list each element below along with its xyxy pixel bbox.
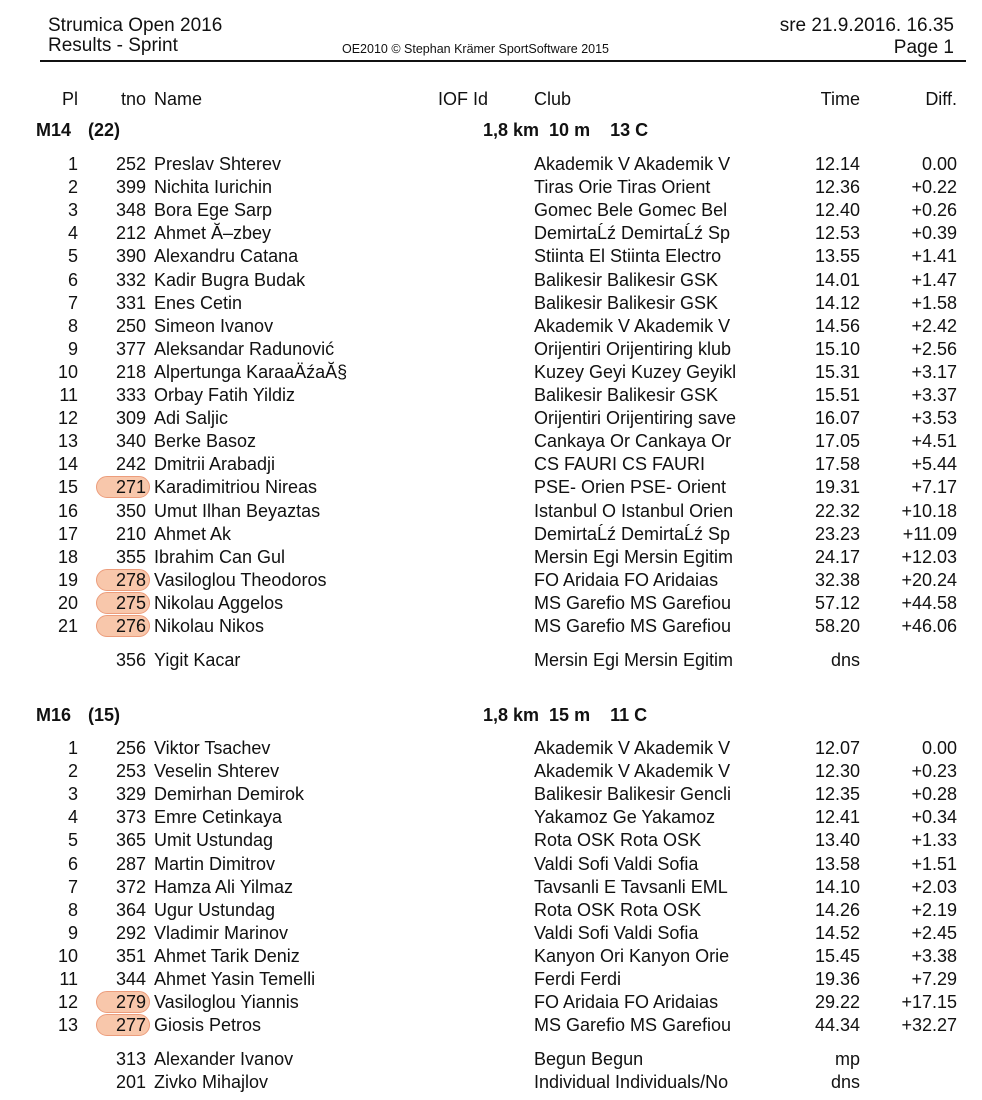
result-row: [0, 899, 982, 922]
place: 6: [67, 853, 78, 874]
result-row: [0, 153, 982, 176]
header-rule: [40, 60, 966, 62]
time-diff: +2.45: [911, 922, 957, 943]
bib-number: 275: [115, 592, 146, 613]
runner-name: Viktor Tsachev: [154, 738, 271, 758]
club-name: Tavsanli E Tavsanli EML: [534, 876, 728, 897]
club-name: Kanyon Ori Kanyon Orie: [534, 945, 730, 966]
club-name: Istanbul O Istanbul Orien: [534, 500, 734, 521]
club-name: Balikesir Balikesir GSK: [534, 385, 719, 405]
runner-name: Ugur Ustundag: [154, 899, 276, 920]
result-row: [0, 737, 982, 760]
runner-name: Simeon Ivanov: [154, 315, 274, 336]
event-title: Strumica Open 2016: [48, 15, 223, 36]
club-name: Gomec Bele Gomec Bel: [534, 200, 728, 221]
place: 6: [67, 269, 78, 290]
print-datetime: sre 21.9.2016. 16.35: [779, 15, 954, 36]
place: 16: [57, 500, 78, 521]
place: 9: [67, 338, 78, 359]
place: 13: [57, 1015, 78, 1036]
time-diff: +2.42: [911, 315, 957, 336]
bib-number: 271: [115, 477, 146, 498]
col-header-time: Time: [820, 89, 860, 109]
club-name: FO Aridaia FO Aridaias: [534, 569, 719, 590]
runner-name: Ahmet Ă–zbey: [154, 223, 272, 244]
finish-time: 12.53: [814, 223, 860, 244]
finish-time: 12.41: [814, 807, 860, 828]
club-name: Mersin Egi Mersin Egitim: [534, 546, 734, 567]
result-row: [0, 546, 982, 569]
finish-time: 19.31: [814, 477, 860, 498]
club-name: FO Aridaia FO Aridaias: [534, 992, 719, 1013]
time-diff: 0.00: [921, 738, 957, 758]
finish-time: 58.20: [814, 616, 860, 636]
bib-number: 355: [115, 546, 146, 567]
page-number: Page 1: [893, 37, 954, 58]
finish-time: 14.10: [814, 876, 860, 897]
result-row: [0, 269, 982, 292]
finish-time: dns: [830, 1072, 860, 1093]
place: 2: [67, 177, 78, 198]
runner-name: Umut Ilhan Beyaztas: [154, 500, 321, 521]
time-diff: +5.44: [911, 454, 957, 475]
bib-number: 399: [115, 177, 146, 198]
place: 10: [57, 945, 78, 966]
time-diff: +1.58: [911, 292, 957, 313]
runner-name: Karadimitriou Nireas: [154, 477, 318, 498]
place: 4: [67, 807, 78, 828]
place: 7: [67, 292, 78, 313]
finish-time: 13.58: [814, 853, 860, 874]
club-name: Individual Individuals/No: [534, 1072, 729, 1093]
result-row: [0, 453, 982, 476]
result-row: [0, 968, 982, 991]
bib-number: 331: [115, 292, 146, 313]
result-row: [0, 649, 982, 672]
runner-name: Nikolau Nikos: [154, 616, 265, 636]
time-diff: +3.17: [911, 361, 957, 382]
bib-number: 292: [115, 922, 146, 943]
place: 19: [57, 569, 78, 590]
time-diff: +11.09: [902, 523, 957, 544]
club-name: PSE- Orien PSE- Orient: [534, 477, 727, 498]
club-name: Valdi Sofi Valdi Sofia: [534, 922, 699, 943]
place: 13: [57, 431, 78, 452]
bib-number: 277: [115, 1015, 146, 1036]
bib-number: 351: [115, 945, 146, 966]
runner-name: Zivko Mihajlov: [154, 1072, 269, 1093]
club-name: DemirtaĹź DemirtaĹź Sp: [534, 523, 731, 544]
bib-number: 210: [115, 523, 146, 544]
runner-name: Aleksandar Radunović: [154, 338, 335, 359]
time-diff: +4.51: [911, 431, 957, 452]
place: 3: [67, 200, 78, 221]
result-row: [0, 922, 982, 945]
result-row: [0, 853, 982, 876]
time-diff: +2.56: [911, 338, 957, 359]
club-name: Akademik V Akademik V: [534, 761, 731, 782]
runner-name: Vasiloglou Theodoros: [154, 569, 327, 590]
finish-time: 12.14: [814, 154, 860, 174]
runner-name: Giosis Petros: [154, 1015, 262, 1036]
time-diff: +0.34: [911, 807, 957, 828]
finish-time: 23.23: [814, 523, 860, 544]
runner-name: Alexander Ivanov: [154, 1049, 294, 1069]
finish-time: dns: [830, 650, 860, 670]
place: 15: [57, 477, 78, 498]
bib-number: 333: [115, 385, 146, 405]
club-name: Orijentiri Orijentiring klub: [534, 338, 732, 359]
place: 7: [67, 876, 78, 897]
place: 11: [59, 969, 78, 989]
result-row: [0, 1048, 982, 1071]
result-row: [0, 1014, 982, 1037]
runner-name: Emre Cetinkaya: [154, 807, 283, 828]
finish-time: 15.45: [814, 945, 860, 966]
result-row: [0, 991, 982, 1014]
club-name: Akademik V Akademik V: [534, 315, 731, 336]
time-diff: +1.41: [911, 246, 957, 267]
result-row: [0, 569, 982, 592]
time-diff: +2.19: [911, 899, 957, 920]
runner-name: Veselin Shterev: [154, 761, 280, 782]
bib-number: 256: [115, 738, 146, 758]
bib-number: 242: [115, 454, 146, 475]
finish-time: 15.31: [814, 361, 860, 382]
runner-name: Yigit Kacar: [154, 650, 241, 670]
result-row: [0, 199, 982, 222]
result-row: [0, 361, 982, 384]
bib-number: 344: [115, 969, 146, 989]
club-name: Balikesir Balikesir Gencli: [534, 784, 732, 805]
col-header-name: Name: [154, 89, 203, 109]
runner-name: Ibrahim Can Gul: [154, 546, 286, 567]
results-type: Results - Sprint: [48, 35, 178, 56]
runner-name: Umit Ustundag: [154, 830, 274, 851]
result-row: [0, 760, 982, 783]
time-diff: +10.18: [901, 500, 957, 521]
runner-name: Alexandru Catana: [154, 246, 299, 267]
finish-time: 29.22: [814, 992, 860, 1013]
finish-time: 13.55: [814, 246, 860, 267]
time-diff: 0.00: [921, 154, 957, 174]
place: 21: [57, 616, 78, 636]
finish-time: 24.17: [814, 546, 860, 567]
club-name: CS FAURI CS FAURI: [534, 454, 706, 475]
runner-name: Vasiloglou Yiannis: [154, 992, 299, 1013]
place: 17: [57, 523, 78, 544]
club-name: Akademik V Akademik V: [534, 154, 731, 174]
finish-time: 12.35: [814, 784, 860, 805]
club-name: Rota OSK Rota OSK: [534, 899, 702, 920]
result-row: [0, 315, 982, 338]
col-header-pl: Pl: [61, 89, 78, 109]
club-name: Tiras Orie Tiras Orient: [534, 177, 711, 198]
finish-time: 15.51: [814, 385, 860, 405]
place: 1: [67, 154, 78, 174]
club-name: Mersin Egi Mersin Egitim: [534, 650, 734, 670]
club-name: Kuzey Geyi Kuzey Geyikl: [534, 361, 737, 382]
time-diff: +0.22: [911, 177, 957, 198]
club-name: Akademik V Akademik V: [534, 738, 731, 758]
time-diff: +1.33: [911, 830, 957, 851]
bib-number: 309: [115, 408, 146, 429]
finish-time: 13.40: [814, 830, 860, 851]
place: 10: [57, 361, 78, 382]
result-row: [0, 407, 982, 430]
bib-number: 329: [115, 784, 146, 805]
club-name: Cankaya Or Cankaya Or: [534, 431, 732, 452]
bib-number: 373: [115, 807, 146, 828]
bib-number: 276: [115, 616, 146, 636]
runner-name: Ahmet Ak: [154, 523, 232, 544]
result-row: [0, 500, 982, 523]
bib-number: 201: [115, 1072, 146, 1093]
result-row: [0, 384, 982, 407]
club-name: Ferdi Ferdi: [534, 969, 622, 989]
result-row: [0, 592, 982, 615]
runner-name: Kadir Bugra Budak: [154, 269, 306, 290]
place: 5: [67, 830, 78, 851]
runner-name: Berke Basoz: [154, 431, 257, 452]
bib-number: 377: [115, 338, 146, 359]
time-diff: +3.53: [911, 408, 957, 429]
club-name: Rota OSK Rota OSK: [534, 830, 702, 851]
course-info: 1,8 km 10 m 13 C: [483, 120, 649, 140]
bib-number: 348: [115, 200, 146, 221]
place: 3: [67, 784, 78, 805]
place: 11: [59, 385, 78, 405]
club-name: MS Garefio MS Garefiou: [534, 616, 732, 636]
club-name: Balikesir Balikesir GSK: [534, 269, 719, 290]
bib-number: 332: [115, 269, 146, 290]
class-name: M16: [36, 705, 72, 725]
time-diff: +46.06: [901, 616, 957, 636]
bib-number: 250: [115, 315, 146, 336]
col-header-diff: Diff.: [925, 89, 957, 109]
time-diff: +17.15: [901, 992, 957, 1013]
runner-name: Vladimir Marinov: [154, 922, 289, 943]
time-diff: +3.38: [911, 945, 957, 966]
result-row: [0, 523, 982, 546]
time-diff: +0.39: [911, 223, 957, 244]
runner-name: Orbay Fatih Yildiz: [154, 385, 296, 405]
time-diff: +12.03: [901, 546, 957, 567]
result-row: [0, 876, 982, 899]
runner-name: Ahmet Yasin Temelli: [154, 969, 316, 989]
club-name: Valdi Sofi Valdi Sofia: [534, 853, 699, 874]
bib-number: 390: [115, 246, 146, 267]
finish-time: mp: [834, 1049, 860, 1069]
place: 4: [67, 223, 78, 244]
bib-number: 212: [115, 223, 146, 244]
bib-number: 372: [115, 876, 146, 897]
result-row: [0, 176, 982, 199]
result-row: [0, 615, 982, 638]
club-name: DemirtaĹź DemirtaĹź Sp: [534, 223, 731, 244]
finish-time: 12.30: [814, 761, 860, 782]
finish-time: 19.36: [814, 969, 860, 989]
runner-name: Bora Ege Sarp: [154, 200, 273, 221]
finish-time: 44.34: [814, 1015, 860, 1036]
club-name: MS Garefio MS Garefiou: [534, 592, 732, 613]
time-diff: +0.26: [911, 200, 957, 221]
bib-number: 365: [115, 830, 146, 851]
club-name: Stiinta El Stiinta Electro: [534, 246, 722, 267]
time-diff: +0.28: [911, 784, 957, 805]
result-row: [0, 945, 982, 968]
result-row: [0, 806, 982, 829]
bib-number: 253: [115, 761, 146, 782]
finish-time: 32.38: [814, 569, 860, 590]
place: 2: [67, 761, 78, 782]
finish-time: 14.26: [814, 899, 860, 920]
time-diff: +0.23: [911, 761, 957, 782]
bib-number: 287: [115, 853, 146, 874]
bib-number: 279: [115, 992, 146, 1013]
result-row: [0, 338, 982, 361]
runner-name: Adi Saljic: [154, 408, 229, 429]
time-diff: +1.51: [911, 853, 957, 874]
runner-name: Dmitrii Arabadji: [154, 454, 276, 475]
runner-name: Hamza Ali Yilmaz: [154, 876, 294, 897]
club-name: Yakamoz Ge Yakamoz: [534, 807, 716, 828]
time-diff: +2.03: [911, 876, 957, 897]
bib-number: 278: [115, 569, 146, 590]
runner-name: Ahmet Tarik Deniz: [154, 945, 300, 966]
place: 9: [67, 922, 78, 943]
col-header-iof: IOF Id: [438, 89, 489, 109]
result-row: [0, 292, 982, 315]
software-credit: OE2010 © Stephan Krämer SportSoftware 2015: [342, 42, 610, 56]
finish-time: 14.01: [814, 269, 860, 290]
time-diff: +7.29: [911, 969, 957, 989]
time-diff: +7.17: [911, 477, 957, 498]
place: 14: [57, 454, 78, 475]
finish-time: 17.58: [814, 454, 860, 475]
col-header-club: Club: [534, 89, 572, 109]
place: 18: [57, 546, 78, 567]
place: 20: [57, 592, 78, 613]
club-name: Begun Begun: [534, 1049, 644, 1069]
bib-number: 364: [115, 899, 146, 920]
result-row: [0, 222, 982, 245]
runner-name: Nikolau Aggelos: [154, 592, 284, 613]
finish-time: 12.36: [814, 177, 860, 198]
bib-number: 350: [115, 500, 146, 521]
finish-time: 12.40: [814, 200, 860, 221]
finish-time: 17.05: [814, 431, 860, 452]
place: 12: [57, 992, 78, 1013]
result-row: [0, 1071, 982, 1094]
class-count: (22): [88, 120, 121, 140]
finish-time: 57.12: [814, 592, 860, 613]
club-name: Orijentiri Orijentiring save: [534, 408, 737, 429]
course-info: 1,8 km 15 m 11 C: [483, 705, 648, 725]
time-diff: +1.47: [911, 269, 957, 290]
finish-time: 16.07: [814, 408, 860, 429]
runner-name: Demirhan Demirok: [154, 784, 305, 805]
col-header-tno: tno: [120, 89, 146, 109]
result-row: [0, 430, 982, 453]
time-diff: +20.24: [901, 569, 957, 590]
bib-number: 340: [115, 431, 146, 452]
bib-number: 252: [115, 154, 146, 174]
place: 8: [67, 899, 78, 920]
finish-time: 14.12: [814, 292, 860, 313]
runner-name: Martin Dimitrov: [154, 853, 276, 874]
result-row: [0, 245, 982, 268]
class-count: (15): [88, 705, 121, 725]
finish-time: 22.32: [814, 500, 860, 521]
class-name: M14: [36, 120, 72, 140]
runner-name: Alpertunga KaraaÄźaĂ§: [154, 361, 348, 382]
bib-number: 356: [115, 650, 146, 670]
result-row: [0, 783, 982, 806]
time-diff: +3.37: [911, 385, 957, 405]
place: 5: [67, 246, 78, 267]
club-name: Balikesir Balikesir GSK: [534, 292, 719, 313]
time-diff: +32.27: [901, 1015, 957, 1036]
runner-name: Preslav Shterev: [154, 154, 282, 174]
time-diff: +44.58: [901, 592, 957, 613]
finish-time: 12.07: [814, 738, 860, 758]
finish-time: 14.56: [814, 315, 860, 336]
runner-name: Enes Cetin: [154, 292, 243, 313]
runner-name: Nichita Iurichin: [154, 177, 273, 198]
club-name: MS Garefio MS Garefiou: [534, 1015, 732, 1036]
place: 8: [67, 315, 78, 336]
result-row: [0, 829, 982, 852]
bib-number: 218: [115, 361, 146, 382]
place: 12: [57, 408, 78, 429]
result-row: [0, 476, 982, 499]
place: 1: [67, 738, 78, 758]
bib-number: 313: [115, 1049, 146, 1069]
finish-time: 15.10: [814, 338, 860, 359]
finish-time: 14.52: [814, 922, 860, 943]
